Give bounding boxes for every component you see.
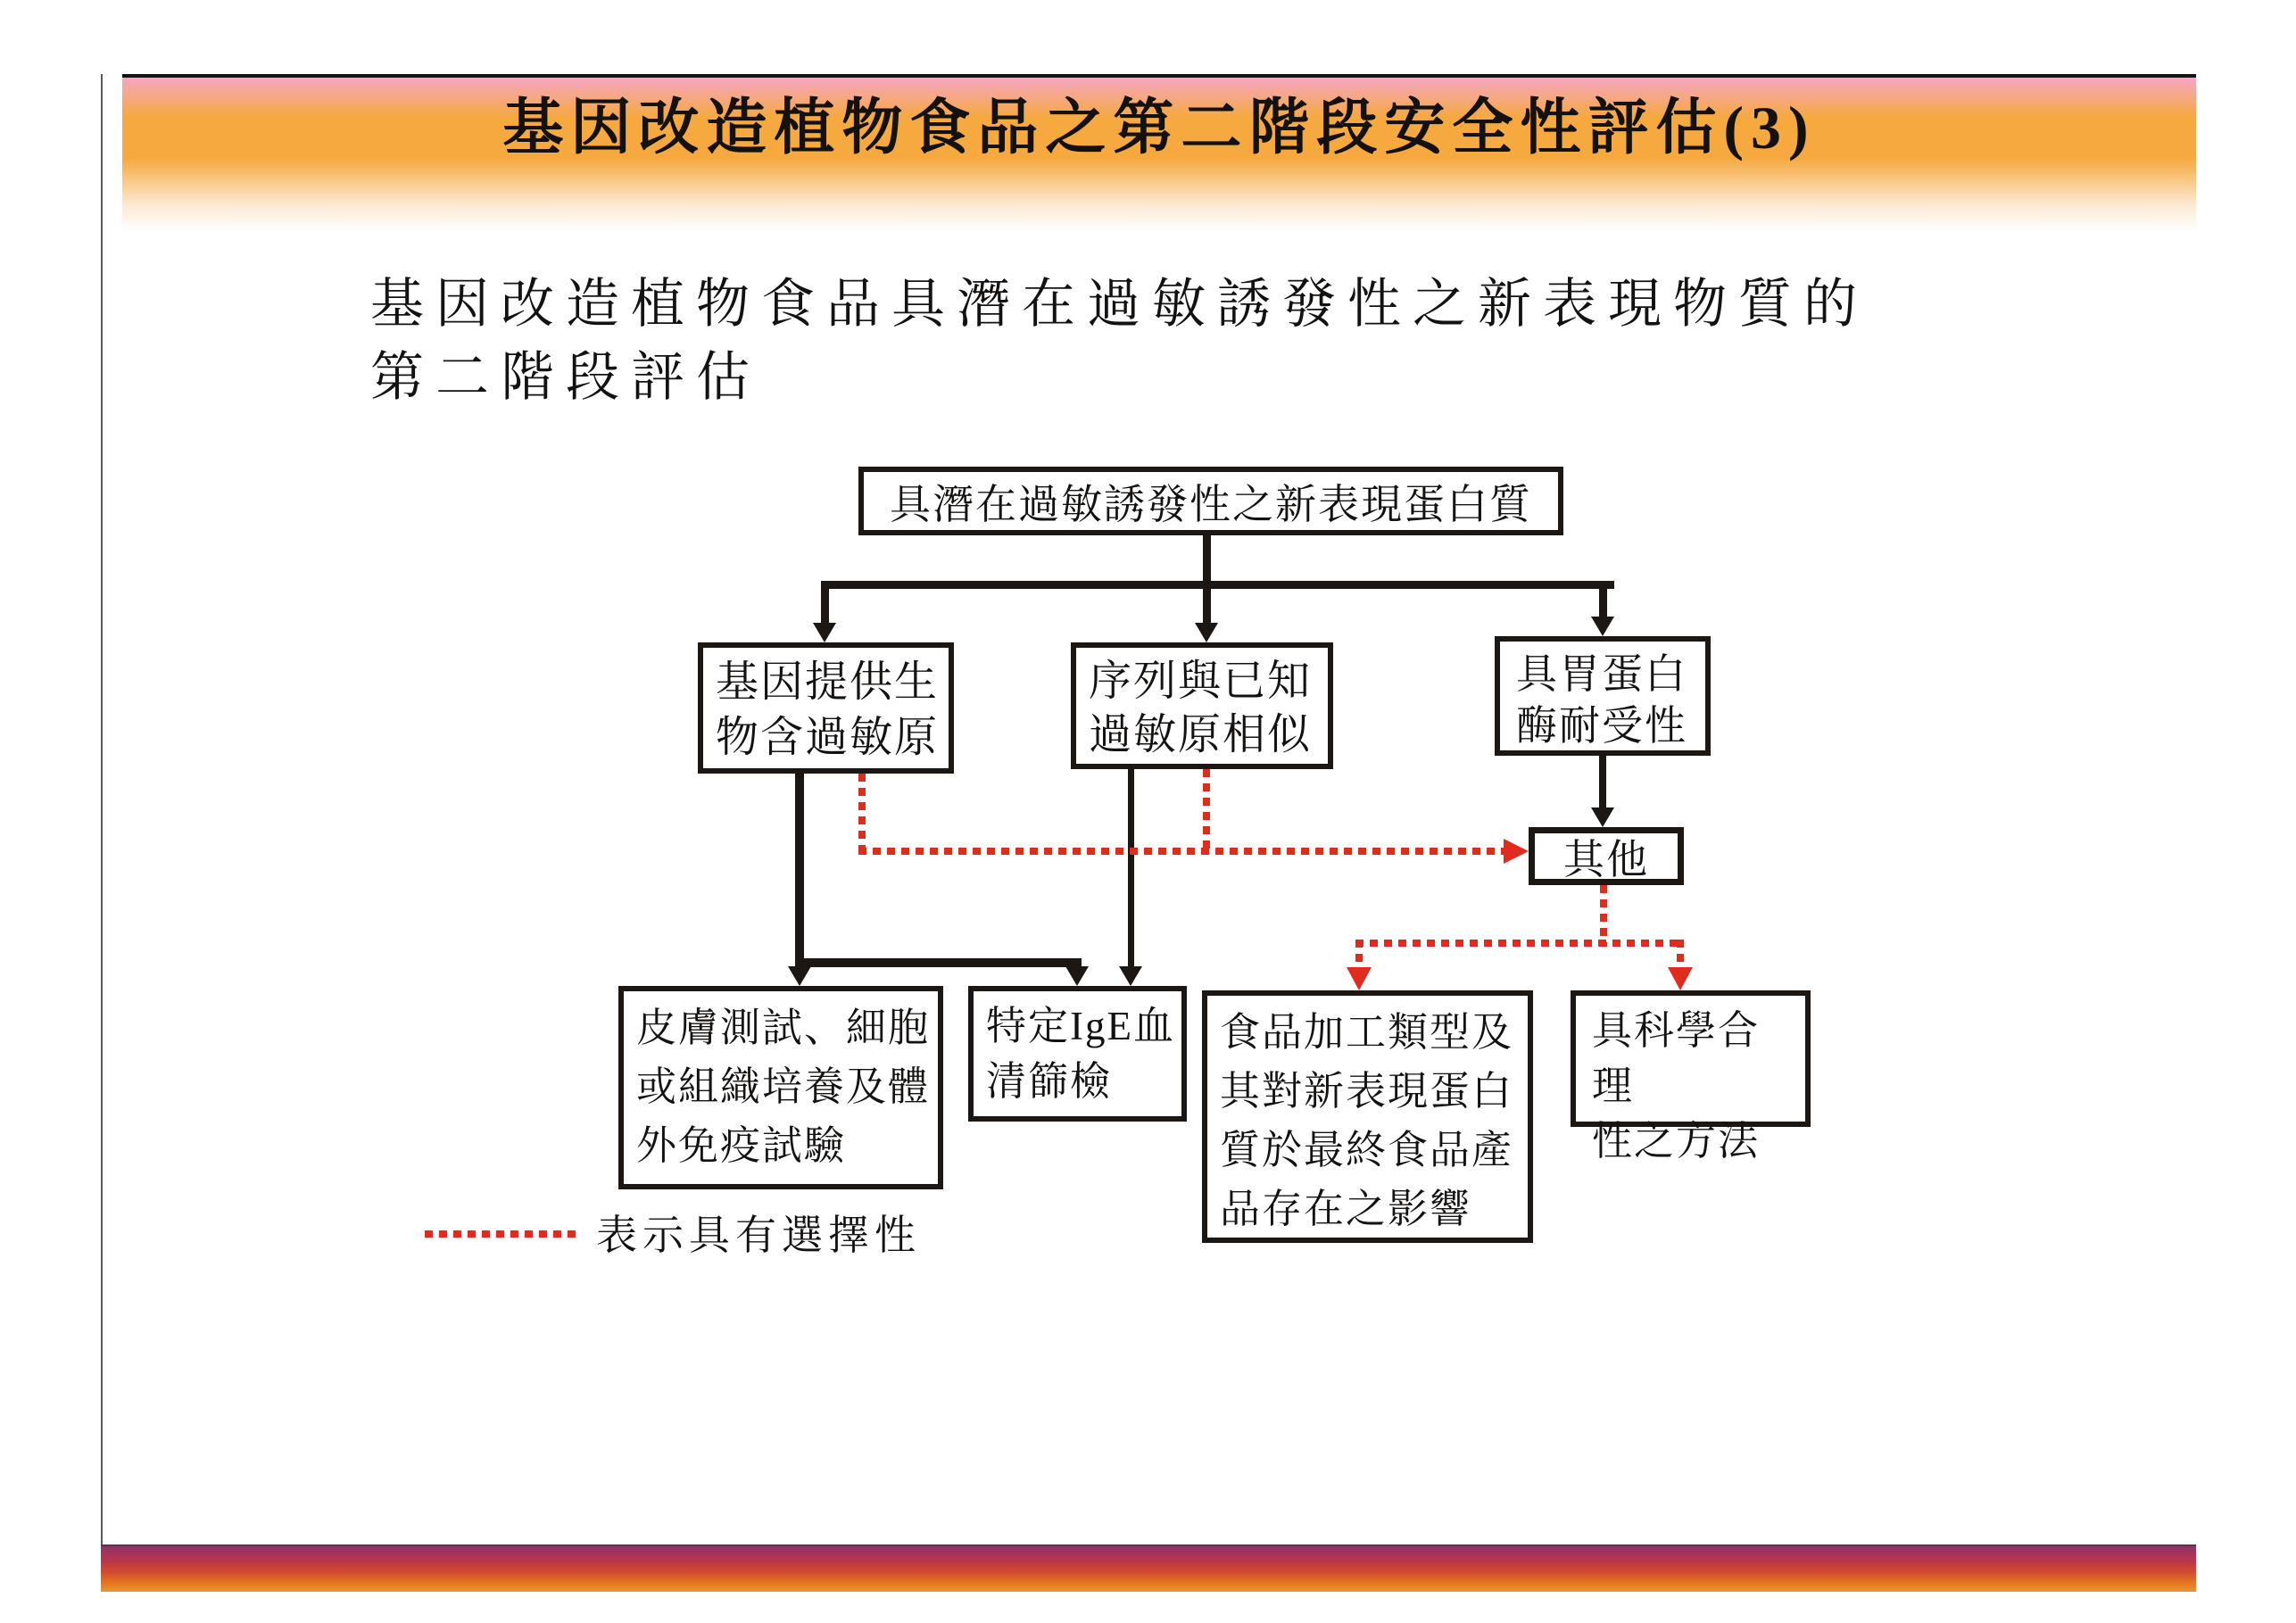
node-line: 過敏原相似: [1089, 711, 1313, 758]
node-line: 特定IgE血: [986, 1004, 1175, 1048]
node-line: 序列與已知: [1089, 658, 1313, 705]
node-food-processing: [1202, 990, 1533, 1243]
legend-label: 表示具有選擇性: [596, 1212, 921, 1258]
connector-drop-pepsin: [1599, 581, 1607, 617]
arrowhead-down-icon: [813, 623, 836, 642]
title-banner: [122, 74, 2196, 232]
node-line: 品存在之影響: [1220, 1187, 1472, 1231]
node-sequence-similarity: [1071, 642, 1333, 769]
node-line: 外免疫試驗: [636, 1123, 847, 1168]
node-line: 具胃蛋白: [1516, 651, 1687, 697]
node-allergen-source: [698, 642, 954, 774]
node-ige-screen: [968, 986, 1187, 1122]
connector-allergen-to-skintest: [795, 768, 804, 969]
node-line: 食品加工類型及: [1220, 1010, 1514, 1055]
arrowhead-down-icon: [1119, 966, 1142, 986]
connector-allergen-to-ige-branch: [795, 958, 1082, 967]
node-other: [1529, 827, 1684, 885]
connector-drop-sequence: [1203, 581, 1211, 623]
dotted-allergen-to-other: [858, 774, 866, 851]
slide-left-rule: [101, 74, 103, 1544]
connector-drop-allergen-source: [821, 581, 829, 623]
body-text-line1: 基因改造植物食品具潛在過敏誘發性之新表現物質的: [370, 275, 1869, 334]
red-arrowhead-right-icon: [1504, 839, 1529, 864]
body-text-line2: 第二階段評估: [370, 348, 761, 407]
node-root: [858, 467, 1563, 535]
node-line: 其對新表現蛋白: [1220, 1069, 1514, 1114]
node-line: 清篩檢: [986, 1059, 1113, 1104]
arrowhead-down-icon: [1591, 807, 1614, 827]
legend-dotted-line: [425, 1230, 582, 1238]
node-scientific-method: [1571, 990, 1811, 1163]
red-arrowhead-down-icon: [1347, 967, 1372, 990]
node-line: 或組織培養及體: [636, 1064, 931, 1109]
arrowhead-down-icon: [1195, 623, 1218, 642]
page-title: 基因改造植物食品之第二階段安全性評估(3): [502, 94, 1816, 161]
connector-pepsin-to-other: [1599, 750, 1606, 809]
red-arrowhead-down-icon: [1668, 967, 1693, 990]
node-line: 物含過敏原: [716, 714, 940, 761]
arrowhead-down-icon: [788, 966, 811, 986]
connector-sequence-to-ige: [1128, 764, 1134, 966]
node-line: 性之方法: [1592, 1119, 1761, 1163]
node-line: 皮膚測試、細胞: [636, 1006, 931, 1050]
node-other-label: 其他: [1563, 836, 1649, 882]
body-text: [370, 268, 1869, 414]
node-line: 質於最終食品產: [1220, 1128, 1514, 1172]
node-pepsin-resistance: [1495, 636, 1711, 756]
dotted-line-to-other: [858, 848, 1504, 855]
dotted-drop-food-processing: [1355, 940, 1363, 969]
dotted-other-bar: [1355, 940, 1684, 947]
node-root-label: 具潛在過敏誘發性之新表現蛋白質: [890, 481, 1532, 527]
connector-root-stem: [1203, 534, 1211, 586]
arrowhead-down-icon: [1065, 966, 1089, 986]
dotted-other-stem: [1600, 885, 1607, 947]
dotted-sequence-to-other: [1203, 769, 1210, 851]
node-line: 基因提供生: [716, 658, 940, 706]
node-line: 具科學合理: [1592, 1008, 1761, 1108]
node-skin-test: [618, 986, 943, 1189]
footer-bar: [101, 1544, 2196, 1592]
dotted-drop-scientific: [1677, 940, 1684, 969]
arrowhead-down-icon: [1591, 617, 1614, 636]
node-line: 酶耐受性: [1516, 703, 1687, 749]
connector-root-bar: [821, 581, 1614, 589]
